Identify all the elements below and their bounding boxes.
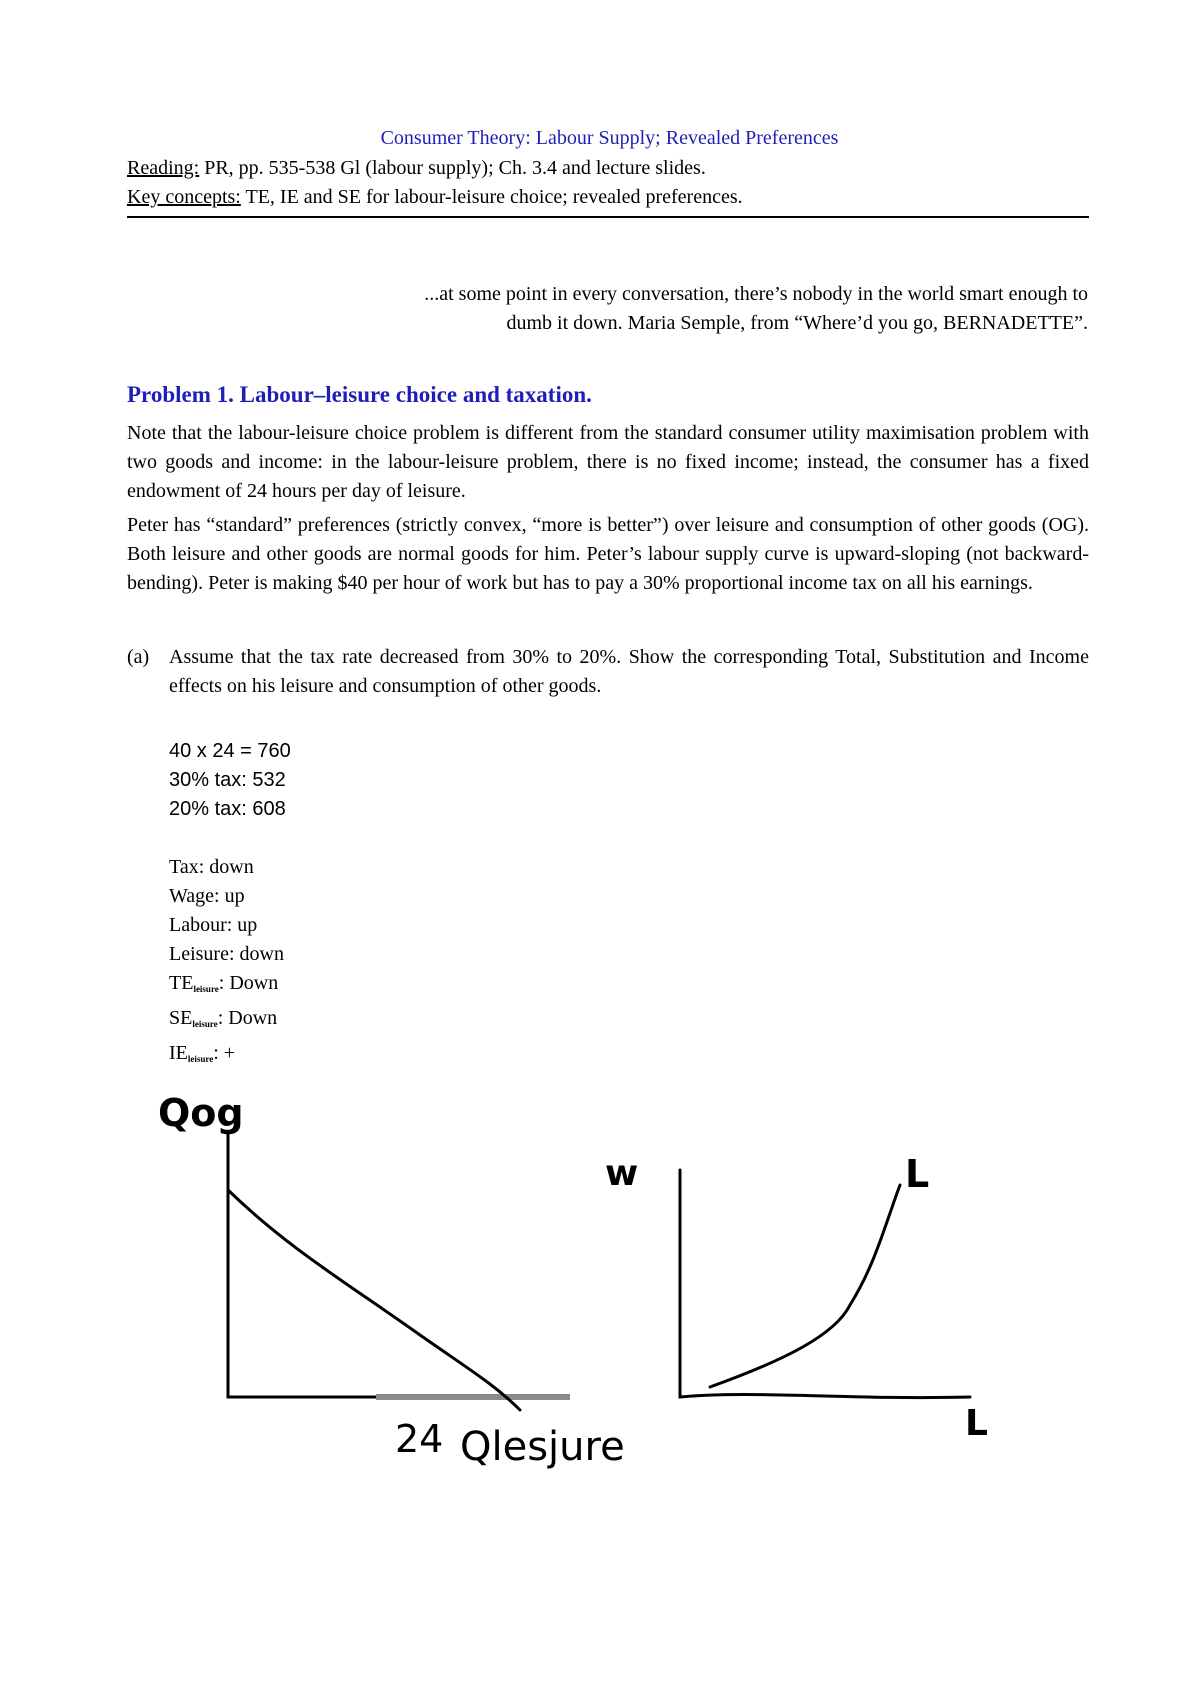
qleisure-axis-label: Qlesjure (460, 1424, 625, 1470)
calculations (169, 737, 291, 824)
substitution-effect-line: $SE_{leisure}$: Down (169, 1007, 278, 1029)
labour-supply-sketch (595, 1135, 1015, 1440)
reading-label: Reading: (127, 157, 200, 179)
reading-text: PR, pp. 535-538 Gl (labour supply); Ch. 3.4 and lecture slides. (199, 157, 706, 179)
item-a-label: (a) (127, 646, 150, 668)
income-effect-line: $IE_{leisure}$: + (169, 1042, 236, 1064)
header-divider (127, 216, 1089, 218)
epigraph-line-2: dumb it down. Maria Semple, from “Where’d you go, BERNADETTE”. (506, 312, 1088, 334)
leisure-endowment-tick: 24 (395, 1417, 444, 1461)
labour-supply-curve (710, 1185, 900, 1387)
effect-line: Labour: up (169, 914, 258, 936)
problem-1-paragraph-1: Note that the labour-leisure choice problem is different from the standard consumer utility maximisation problem with two goods and income: in the labour-leisure problem, there is no fixed income; instead, the consumer has a fixed endowment of 24 hours per day of leisure. (127, 422, 1089, 502)
budget-line (228, 1190, 520, 1410)
supply-curve-label: L (905, 1152, 930, 1196)
problem-1-heading: Problem 1. Labour–leisure choice and taxation. (127, 382, 592, 407)
reading-line (127, 154, 706, 182)
effect-line: Leisure: down (169, 943, 284, 965)
labour-axis-label: L (965, 1403, 988, 1440)
problem-1-paragraph-2: Peter has “standard” preferences (strictly convex, “more is better”) over leisure and consumption of other goods (OG). Both leisure and other goods are normal goods for him. Peter’s labour supply curve is upward-sloping (not backward-bending). Peter is making $40 per hour of work but has to pay a 30% proportional income tax on all his earnings. (127, 514, 1089, 594)
effect-line: Tax: down (169, 856, 254, 878)
key-concepts-label: Key concepts: (127, 186, 241, 208)
effects-list (169, 853, 284, 1074)
calc-line: 40 x 24 = 760 (169, 740, 291, 762)
right-axes (680, 1170, 970, 1398)
key-concepts-line (127, 183, 743, 211)
epigraph-line-1: ...at some point in every conversation, there’s nobody in the world smart enough to (424, 283, 1088, 305)
effect-line: Wage: up (169, 885, 245, 907)
calc-line: 30% tax: 532 (169, 769, 286, 791)
document-title: Consumer Theory: Labour Supply; Revealed Preferences (380, 127, 839, 149)
total-effect-line: $TE_{leisure}$: Down (169, 972, 279, 994)
key-concepts-text: TE, IE and SE for labour-leisure choice; revealed preferences. (240, 186, 743, 208)
calc-line: 20% tax: 608 (169, 798, 286, 820)
qog-axis-label: Qog (158, 1091, 244, 1135)
left-axes (228, 1135, 376, 1397)
wage-axis-label: w (605, 1153, 639, 1194)
item-a-text: Assume that the tax rate decreased from 30% to 20%. Show the corresponding Total, Substitution and Income effects on his leisure and consumption of other goods. (169, 646, 1089, 697)
